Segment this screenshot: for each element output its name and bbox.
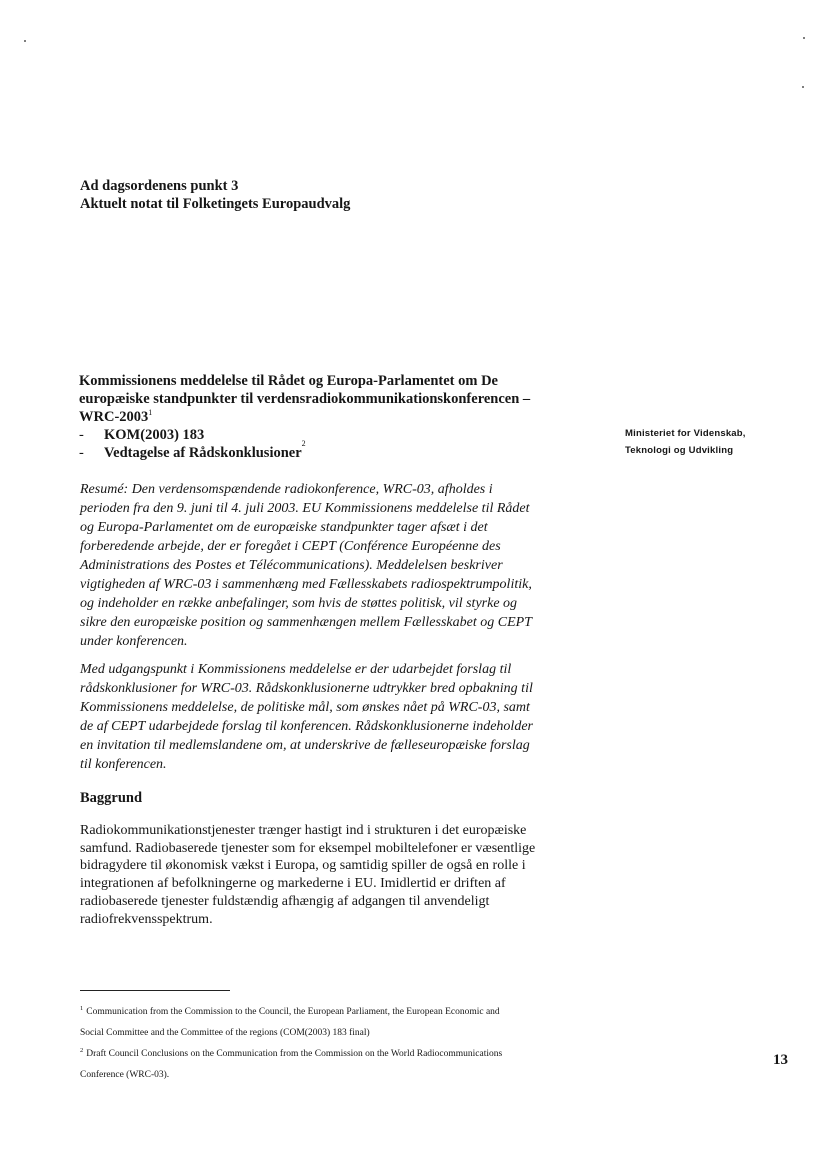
text-line: integrationen af befolkningerne og markederne i EU. Imidlertid er driften af [80,876,506,892]
text-line: de af CEPT udarbejdede forslag til konferencen. Rådskonklusionerne indeholder [80,719,533,734]
text-line: sikre den europæiske position og sammenhængen mellem Fællesskabet og CEPT [80,615,532,630]
footnote-divider [80,990,230,991]
footnote-number: 2 [80,1047,84,1054]
footnote-line: $^1$ Communication from the Commission to the Council, the European Parliament, the European Economic and [80,1005,500,1017]
title-bullet [79,439,609,462]
footnote-ref: 2 [301,439,306,448]
document-header [80,177,350,213]
title-line: Kommissionens meddelelse til Rådet og Europa-Parlamentet om De [79,373,498,389]
footnote-line: $^2$ Draft Council Conclusions on the Communication from the Commission on the World Radiocommunications [80,1047,503,1059]
bullet-dash: - [79,445,84,461]
text-line: til konferencen. [80,757,167,772]
page-number: 13 [773,1052,788,1068]
footnote-line: Conference (WRC-03). [80,1070,170,1080]
text-line: Med udgangspunkt i Kommissionens meddelelse er der udarbejdet forslag til [80,662,512,677]
footnote-line: Social Committee and the Committee of the regions (COM(2003) 183 final) [80,1028,370,1038]
title-line: WRC-2003$^1$ [79,408,153,425]
resume-paragraph [80,480,620,651]
text-line: under konferencen. [80,634,188,649]
title-line: europæiske standpunkter til verdensradiokommunikationskonferencen – [79,391,531,407]
text-line: radiofrekvensspektrum. [80,911,213,927]
scan-speck [803,37,805,39]
background-paragraph [80,822,620,928]
text-line: og indeholder en række anbefalinger, som hvis de støttes politisk, vil styrke og [80,596,518,611]
title-bullet [79,426,609,444]
text-line: forberedende arbejde, der er foregået i CEPT (Conférence Européenne des [80,539,501,554]
text-line: rådskonklusioner for WRC-03. Rådskonklusionerne udtrykker bred opbakning til [80,681,533,696]
bullet-text: Vedtagelse af Rådskonklusioner [104,445,302,461]
text-line: vigtigheden af WRC-03 i sammenhæng med Fællesskabets radiospektrumpolitik, [80,577,532,592]
text-line: samfund. Radiobaserede tjenester som for eksempel mobiltelefoner er væsentlige [80,840,536,856]
scan-speck [802,86,804,88]
scan-speck [24,40,26,42]
committee-note-line: Aktuelt notat til Folketingets Europaudvalg [80,196,351,212]
agenda-item-line: Ad dagsordenens punkt 3 [80,178,239,194]
ministry-label: Ministeriet for Videnskab, Teknologi og Udvikling [625,428,746,456]
text-line: Kommissionens meddelelse, de politiske mål, som ønskes nået på WRC-03, samt [80,700,530,715]
text-line: perioden fra den 9. juni til 4. juli 2003. EU Kommissionens meddelelse til Rådet [80,501,530,516]
text-line: en invitation til medlemslandene om, at underskrive de fælleseuropæiske forslag [80,738,530,753]
footnote-number: 1 [80,1005,84,1012]
text-line: bidragydere til økonomisk vækst i Europa, og samtidig spiller de også en rolle i [80,858,526,874]
bullet-text: KOM(2003) 183 [104,427,205,443]
footnotes [80,1002,640,1086]
bullet-dash: - [79,427,84,443]
proposal-paragraph [80,660,620,774]
text-line: og Europa-Parlamentet om de europæiske standpunkter tager afsæt i det [80,520,488,535]
text-line: Administrations des Postes et Télécommunications). Meddelelsen beskriver [80,558,503,573]
text-line: Resumé: Den verdensomspændende radiokonference, WRC-03, afholdes i [80,482,493,497]
section-heading: Baggrund [80,790,143,806]
text-line: Radiokommunikationstjenester trænger hastigt ind i strukturen i det europæiske [80,823,527,838]
footnote-ref: 1 [148,408,153,417]
text-line: radiobaserede tjenester fuldstændig afhængig af adgangen til anvendeligt [80,893,490,909]
document-title-block [79,372,609,462]
